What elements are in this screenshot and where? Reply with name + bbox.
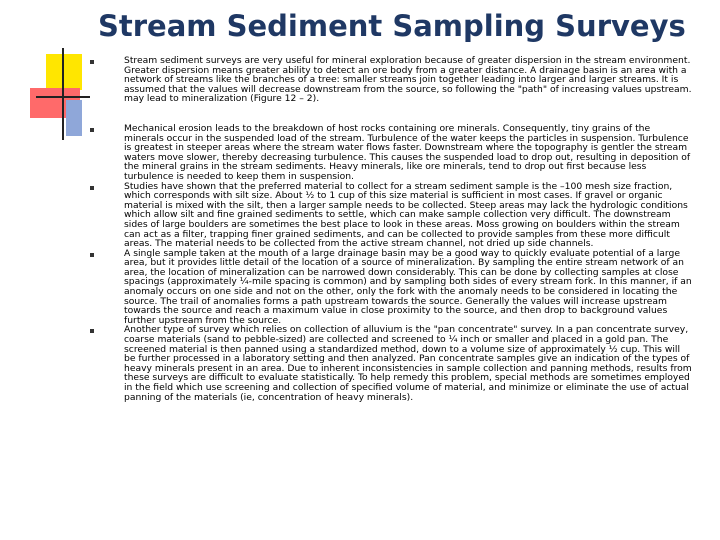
bullet-item-pan-concentrate [88,325,692,402]
slide-title: Stream Sediment Sampling Surveys [98,9,686,43]
square-bullet-icon [90,329,94,333]
bullet-text: A single sample taken at the mouth of a large drainage basin may be a good way to quickly evaluate potential of a large area, but it provides little detail of the location of a source of mineralization. By sampling the entire stream network of an area, the location of mineralization can be narrowed down considerably. This can be done by collecting samples at close spacings (approximately ¼-mile spacing is common) and by sampling both sides of every stream fork. In this manner, if an anomaly occurs on one side and not on the other, only the fork with the anomaly needs to be considered in locating the source. The trail of anomalies forms a path upstream towards the source. Generally the values will increase upstream towards the source and reach a maximum value in close proximity to the source, and then drop to background values further upstream from the source. [124,247,692,326]
square-bullet-icon [90,253,94,257]
bullet-item-sample-material [88,182,692,249]
square-bullet-icon [90,128,94,132]
bullet-text: Studies have shown that the preferred material to collect for a stream sediment sample is the –100 mesh size fraction, which corresponds with silt size. About ½ to 1 cup of this size material is sufficient in most cases. If gravel or organic material is mixed with the silt, then a larger sample needs to be collected. Steep areas may lack the hydrologic conditions which allow silt and fine grained sediments to settle, which can make sample collection very difficult. The downstream sides of large boulders are sometimes the best place to look in these areas. Moss growing on boulders within the stream can act as a filter, trapping finer grained sediments, and can be collected to provide samples from these more difficult areas. The material needs to be collected from the active stream channel, not dried up side channels. [124,180,688,250]
bullet-list [88,56,692,402]
decor-blue-square [66,100,82,136]
bullet-text: Mechanical erosion leads to the breakdown of host rocks containing ore minerals. Consequently, tiny grains of the minerals occur in the suspended load of the stream. Turbulence of the water keeps the particles in suspension. Turbulence is greatest in steeper areas where the stream water flows faster. Downstream where the topography is gentler the stream waters move slower, thereby decreasing turbulence. This causes the suspended load to drop out, resulting in deposition of the mineral grains in the stream sediments. Heavy minerals, like ore minerals, tend to drop out first because less turbulence is needed to keep them in suspension. [124,122,691,182]
square-bullet-icon [90,60,94,64]
square-bullet-icon [90,186,94,190]
decor-horizontal-line [36,96,90,98]
bullet-item-stream-surveys [88,56,692,104]
bullet-text: Stream sediment surveys are very useful for mineral exploration because of greater dispersion in the stream environment. Greater dispersion means greater ability to detect an ore body from a greater distance. A drainage basin is an area with a network of streams like the branches of a tree: smaller streams join together leading into larger and larger streams. It is assumed that the values will decrease downstream from the source, so following the "path" of increasing values upstream. may lead to mineralization (Figure 12 – 2). [124,55,692,105]
bullet-item-mechanical-erosion [88,124,692,182]
decor-yellow-square [46,54,82,90]
bullet-text: Another type of survey which relies on collection of alluvium is the "pan concentrate" survey. In a pan concentrate survey, coarse materials (sand to pebble-sized) are collected and screened to ¼ inch or smaller and placed in a gold pan. The screened material is then panned using a standardized method, down to a volume size of approximately ½ cup. This will be further processed in a laboratory setting and then analyzed. Pan concentrate samples give an indication of the types of heavy minerals present in an area. Due to inherent inconsistencies in sample collection and panning methods, results from these surveys are difficult to evaluate statistically. To help remedy this problem, special methods are sometimes employed in the field which use screening and collection of specified volume of material, and minimize or eliminate the use of actual panning of the materials (ie, concentration of heavy minerals). [124,324,692,403]
decor-vertical-line [62,48,64,140]
bullet-item-sampling-network [88,249,692,326]
